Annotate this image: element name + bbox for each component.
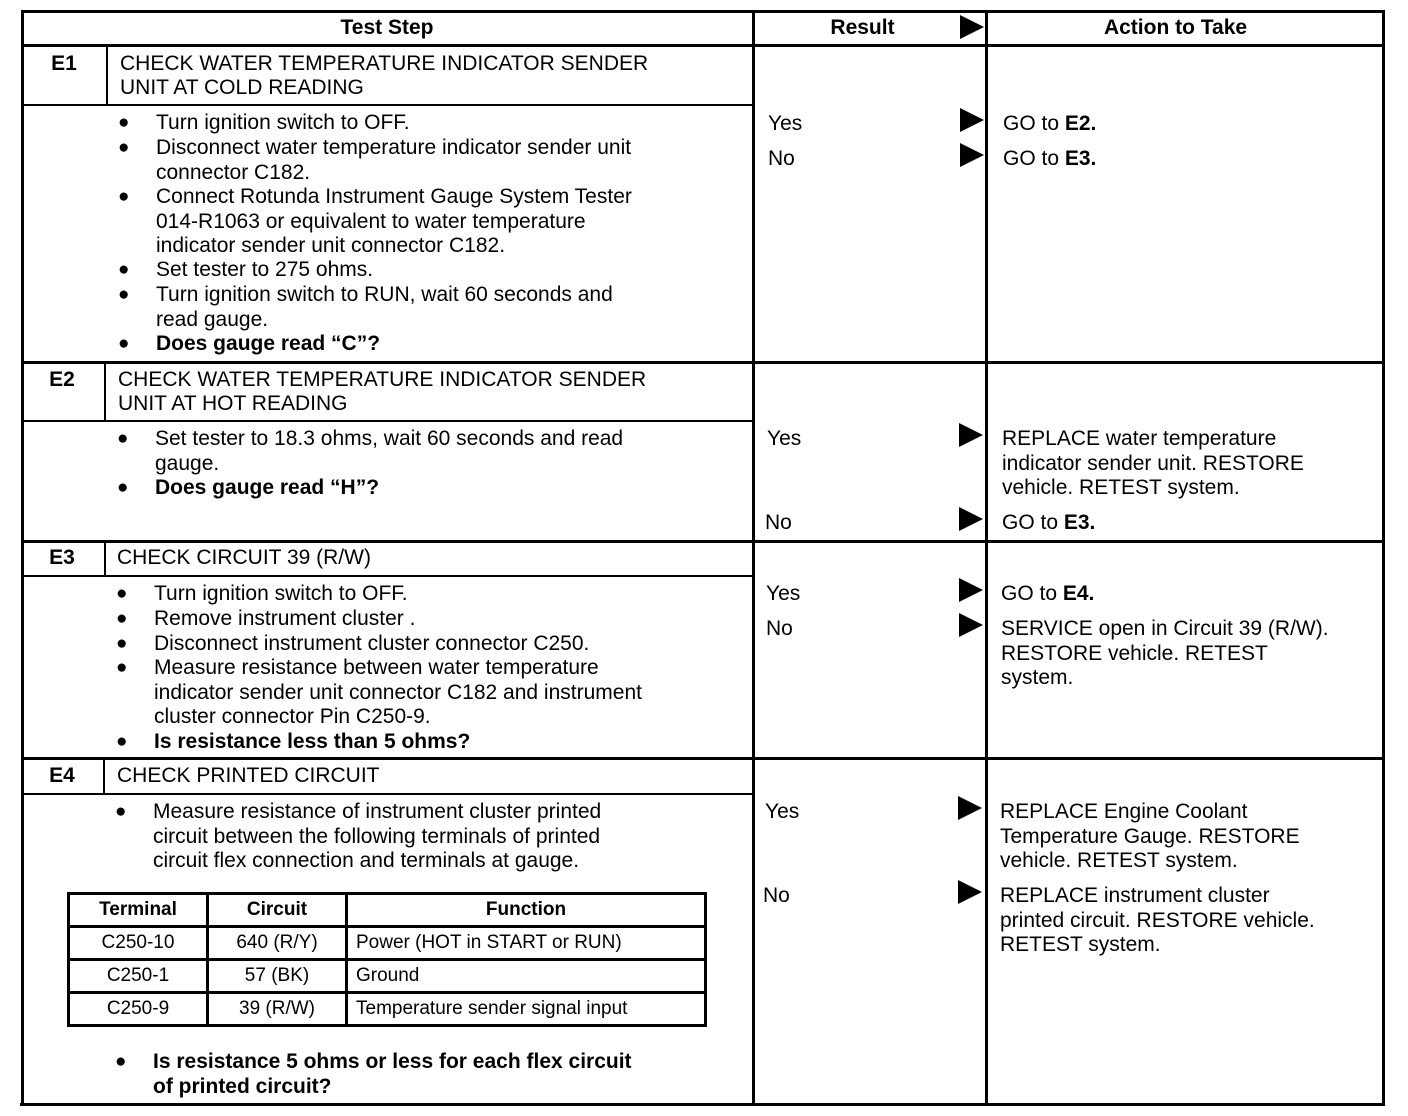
row-divider-e2	[22, 361, 1385, 364]
e1-id-divider	[106, 46, 108, 105]
table-row	[69, 993, 706, 1026]
e3-no-arrow-icon	[959, 613, 983, 637]
step-id-e3: E3	[49, 546, 75, 569]
e1-bullet-3: ● Connect Rotunda Instrument Gauge System Tester 014-R1063 or equivalent to water temperature indicator sender unit connector C182.	[118, 185, 632, 257]
e2-action-no: GO to E3.	[1002, 511, 1096, 534]
e2-bullet-2: ● Does gauge read “H”?	[117, 476, 380, 499]
e2-yes-arrow-icon	[959, 423, 983, 447]
table-cell: 640 (R/Y)	[208, 927, 347, 960]
table-cell: C250-1	[69, 960, 208, 993]
e3-bullet-3: ● Disconnect instrument cluster connector C250.	[116, 632, 590, 655]
e3-bullet-1: ● Turn ignition switch to OFF.	[116, 582, 408, 605]
e4-no-arrow-icon	[958, 880, 982, 904]
table-cell: Ground	[347, 960, 706, 993]
e3-result-yes: Yes	[766, 582, 801, 605]
e1-bullet-5: ● Turn ignition switch to RUN, wait 60 seconds and read gauge.	[118, 283, 613, 331]
e1-bullet-2: ● Disconnect water temperature indicator sender unit connector C182.	[118, 136, 632, 184]
e3-title-bottom	[22, 575, 754, 577]
e4-yes-arrow-icon	[958, 796, 982, 820]
step-title-e1: CHECK WATER TEMPERATURE INDICATOR SENDER UNIT AT COLD READING	[120, 52, 649, 99]
e1-title-bottom	[22, 104, 754, 106]
table-cell: C250-10	[69, 927, 208, 960]
header-result: Result	[830, 16, 895, 39]
e3-bullet-5: ● Is resistance less than 5 ohms?	[116, 730, 471, 753]
border-bottom	[20, 1103, 1383, 1106]
e4-result-yes: Yes	[765, 800, 800, 823]
e4-bullet-2: ● Is resistance 5 ohms or less for each flex circuit of printed circuit?	[115, 1050, 632, 1098]
e2-bullet-1: ● Set tester to 18.3 ohms, wait 60 seconds and read gauge.	[117, 427, 624, 475]
table-row	[69, 960, 706, 993]
col-terminal: Terminal	[69, 894, 208, 927]
e1-action-no: GO to E3.	[1003, 147, 1097, 170]
e1-bullet-6: ● Does gauge read “C”?	[118, 332, 381, 355]
e3-action-yes: GO to E4.	[1001, 582, 1095, 605]
e1-no-arrow-icon	[960, 143, 984, 167]
e1-action-yes: GO to E2.	[1003, 112, 1097, 135]
step-id-e4: E4	[49, 764, 75, 787]
step-title-e4: CHECK PRINTED CIRCUIT	[117, 764, 380, 787]
border-right	[1382, 10, 1385, 1106]
e3-result-no: No	[766, 617, 793, 640]
table-cell: 39 (R/W)	[208, 993, 347, 1026]
e4-result-no: No	[763, 884, 790, 907]
e3-yes-arrow-icon	[959, 578, 983, 602]
header-test-step: Test Step	[340, 16, 434, 39]
e4-action-yes: REPLACE Engine Coolant Temperature Gauge. RESTORE vehicle. RETEST system.	[1000, 800, 1300, 872]
e1-result-yes: Yes	[768, 112, 803, 135]
e3-bullet-4: ● Measure resistance between water temperature indicator sender unit connector C182 and instrument cluster connector Pin C250-9.	[116, 656, 642, 728]
terminal-table-header	[69, 894, 706, 927]
col-divider-1	[752, 10, 755, 1106]
e2-action-yes: REPLACE water temperature indicator sender unit. RESTORE vehicle. RETEST system.	[1002, 427, 1304, 499]
table-row	[69, 927, 706, 960]
e1-yes-arrow-icon	[960, 108, 984, 132]
e2-result-yes: Yes	[767, 427, 802, 450]
row-divider-e4	[22, 757, 1385, 760]
table-cell: 57 (BK)	[208, 960, 347, 993]
e2-result-no: No	[765, 511, 792, 534]
row-divider-e3	[22, 540, 1385, 543]
step-title-e2: CHECK WATER TEMPERATURE INDICATOR SENDER UNIT AT HOT READING	[118, 368, 647, 415]
e1-result-no: No	[768, 147, 795, 170]
step-title-e3: CHECK CIRCUIT 39 (R/W)	[117, 546, 371, 569]
e3-id-divider	[104, 542, 106, 576]
col-circuit: Circuit	[208, 894, 347, 927]
table-cell: Temperature sender signal input	[347, 993, 706, 1026]
e4-bullet-1: ● Measure resistance of instrument cluster printed circuit between the following terminals of printed circuit flex connection and terminals at gauge.	[115, 800, 602, 872]
header-divider	[22, 44, 1385, 47]
terminal-table	[67, 892, 707, 1027]
col-function: Function	[347, 894, 706, 927]
table-cell: Power (HOT in START or RUN)	[347, 927, 706, 960]
e3-bullet-2: ● Remove instrument cluster .	[116, 607, 416, 630]
e4-action-no: REPLACE instrument cluster printed circuit. RESTORE vehicle. RETEST system.	[1000, 884, 1315, 956]
step-id-e2: E2	[49, 368, 75, 391]
col-divider-2	[985, 10, 988, 1106]
header-arrow-icon	[960, 15, 984, 39]
e3-action-no: SERVICE open in Circuit 39 (R/W). RESTORE vehicle. RETEST system.	[1001, 617, 1329, 689]
step-id-e1: E1	[51, 52, 77, 75]
e4-title-bottom	[22, 793, 754, 795]
header-action: Action to Take	[1103, 16, 1248, 39]
e2-title-bottom	[22, 420, 754, 422]
table-cell: C250-9	[69, 993, 208, 1026]
e1-bullet-4: ● Set tester to 275 ohms.	[118, 258, 374, 281]
e2-no-arrow-icon	[959, 507, 983, 531]
e1-bullet-1: ● Turn ignition switch to OFF.	[118, 111, 410, 134]
e2-id-divider	[104, 363, 106, 421]
